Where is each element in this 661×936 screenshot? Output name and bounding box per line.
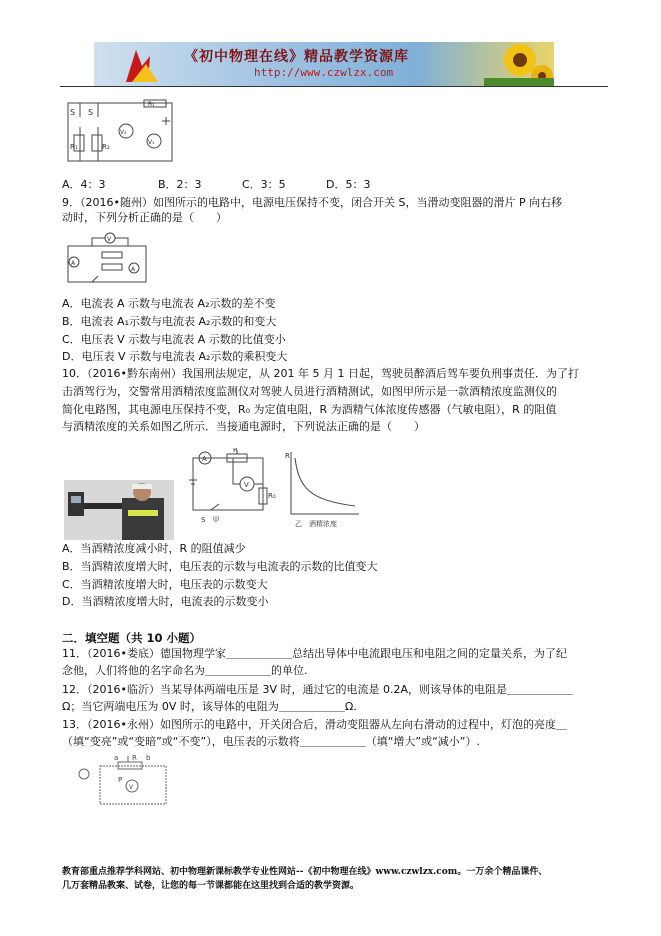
q9-option-c: C．电压表 V 示数与电流表 A 示数的比值变小 <box>62 333 286 346</box>
footer-line1: 教育部重点推荐学科网站、初中物理新课标教学专业性网站--《初中物理在线》www.czwlzx.com。一万余个精品课件、 <box>62 867 548 877</box>
q9-option-b: B．电流表 A₁示数与电流表 A₂示数的和变大 <box>62 315 277 328</box>
footer-line2: 几万套精品教案、试卷，让您的每一节课都能在这里找到合适的教学资源。 <box>62 881 360 891</box>
q8-circuit-figure <box>62 97 182 167</box>
banner-url: http://www.czwlzx.com <box>254 66 394 79</box>
q11-line2: 念他，人们将他的名字命名为＿＿＿＿＿＿的单位. <box>62 664 308 677</box>
q9-stem-line2: 动时，下列分析正确的是（ ） <box>62 211 227 224</box>
q10-option-a: A．当酒精浓度减小时，R 的阻值减少 <box>62 542 246 555</box>
header-rule <box>60 86 608 87</box>
q9-label-a1: A <box>131 266 136 273</box>
q8-label-v1: V₁ <box>148 139 155 146</box>
q10-label-v: V <box>244 481 249 489</box>
q13-label-r: R <box>132 754 137 762</box>
q10-label-r: R <box>233 448 238 454</box>
q10-stem-line2: 击酒驾行为，交警常用酒精浓度监测仪对驾驶人员进行酒精测试，如图甲所示是一款酒精浓度监测仪的 <box>62 385 557 398</box>
q9-label-v: V <box>107 236 112 243</box>
q8-label-r1b: R₁ <box>148 101 155 108</box>
section2-title: 二．填空题（共 10 小题） <box>62 631 202 645</box>
q10-photo <box>64 480 174 540</box>
q10-stem-line3: 简化电路图，其电源电压保持不变，R₀ 为定值电阻，R 为酒精气体浓度传感器（气敏电阻），R 的阻值 <box>62 403 557 416</box>
q11-line1: 11．（2016•娄底）德国物理学家＿＿＿＿＿＿总结出导体中电流跟电压和电阻之间的定量关系，为了纪 <box>62 647 567 660</box>
q10-graph-yi <box>283 448 363 530</box>
q12-line2: Ω；当它两端电压为 0V 时，该导体的电阻为＿＿＿＿＿＿Ω. <box>62 700 357 713</box>
q8-option-c: C．3：5 <box>242 178 286 191</box>
q9-label-a: A <box>71 260 76 267</box>
q10-option-b: B．当酒精浓度增大时，电压表的示数与电流表的示数的比值变大 <box>62 560 378 573</box>
header-banner <box>94 42 554 86</box>
q13-label-v: V <box>129 784 134 791</box>
q10-label-r0: R₀ <box>268 492 276 500</box>
q8-option-a: A．4：3 <box>62 178 106 191</box>
q10-option-d: D．当酒精浓度增大时，电流表的示数变小 <box>62 595 269 608</box>
q10-circuit-jia <box>183 448 278 528</box>
q9-stem-line1: 9．（2016•随州）如图所示的电路中，电源电压保持不变，闭合开关 S，当滑动变阻器的滑片 P 向右移 <box>62 196 563 209</box>
q10-stem-line4: 与酒精浓度的关系如图乙所示．当接通电源时，下列说法正确的是（ ） <box>62 420 425 433</box>
q9-option-a: A．电流表 A 示数与电流表 A₂示数的差不变 <box>62 297 276 310</box>
q8-label-s2: S <box>88 108 94 117</box>
q13-label-a: a <box>114 754 119 762</box>
q10-graph-axis-r: R <box>285 452 290 460</box>
q10-option-c: C．当酒精浓度增大时，电压表的示数变大 <box>62 578 268 591</box>
q13-line1: 13．（2016•永州）如图所示的电路中，开关闭合后，滑动变阻器从左向右滑动的过程中，灯泡的亮度＿ <box>62 718 567 731</box>
q8-option-d: D．5：3 <box>326 178 371 191</box>
q8-label-v2: V₂ <box>120 129 127 136</box>
q13-circuit-figure <box>66 752 176 812</box>
q8-option-b: B．2：3 <box>158 178 202 191</box>
q10-graph-label-yi: 乙 酒精浓度 <box>295 520 337 528</box>
logo-icon <box>112 42 172 86</box>
q13-line2: （填“变亮”或“变暗”或“不变”），电压表的示数将＿＿＿＿＿＿（填“增大”或“减小”）. <box>62 735 480 748</box>
q13-label-p: P <box>118 776 123 784</box>
q8-label-r2: R₂ <box>102 143 110 151</box>
q8-label-r1: R₁ <box>70 143 78 151</box>
sunflower-icon <box>484 42 554 86</box>
q10-label-a: A <box>202 455 207 463</box>
q9-circuit-figure <box>62 230 152 290</box>
banner-title: 《初中物理在线》精品教学资源库 <box>184 49 409 65</box>
q9-option-d: D．电压表 V 示数与电流表 A₂示数的乘积变大 <box>62 350 288 363</box>
q13-label-b: b <box>146 754 151 762</box>
q8-label-s1: S <box>70 108 76 117</box>
q10-stem-line1: 10．（2016•黔东南州）我国刑法规定，从 201 年 5 月 1 日起，驾驶员醉酒后驾车要负刑事责任．为了打 <box>62 367 579 380</box>
q12-line1: 12．（2016•临沂）当某导体两端电压是 3V 时，通过它的电流是 0.2A，则该导体的电阻是＿＿＿＿＿＿ <box>62 683 574 696</box>
q10-label-jia: S 甲 <box>201 516 220 524</box>
